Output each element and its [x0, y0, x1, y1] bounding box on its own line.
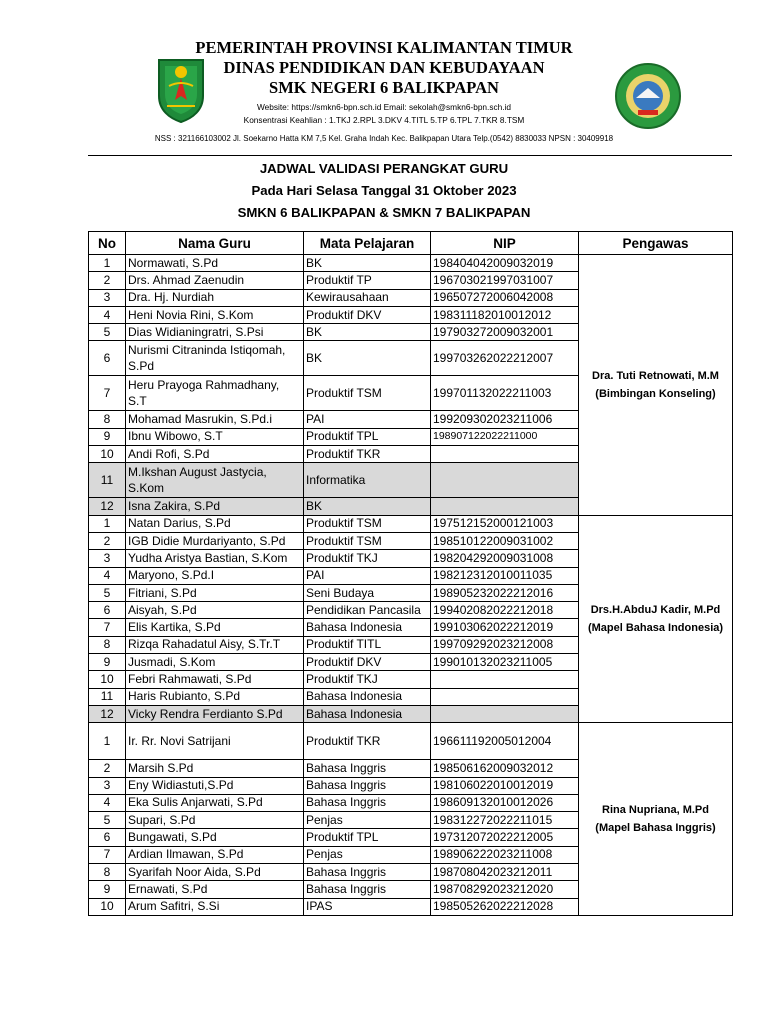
cell-no: 6 — [89, 341, 126, 376]
cell-nip: 198212312010011035 — [431, 567, 579, 584]
cell-nama-guru: Ir. Rr. Novi Satrijani — [126, 723, 304, 760]
cell-nama-guru: Eny Widiastuti,S.Pd — [126, 777, 304, 794]
table-header-row — [89, 232, 733, 255]
cell-no: 3 — [89, 777, 126, 794]
cell-nip: 198906222023211008 — [431, 846, 579, 863]
cell-nama-guru: Bungawati, S.Pd — [126, 829, 304, 846]
cell-no: 12 — [89, 498, 126, 515]
cell-nip: 199701132022211003 — [431, 376, 579, 411]
cell-mata-pelajaran: Bahasa Inggris — [304, 864, 431, 881]
cell-no: 4 — [89, 306, 126, 323]
cell-nip: 198609132010012026 — [431, 794, 579, 811]
cell-pengawas — [579, 255, 733, 516]
cell-mata-pelajaran: Bahasa Inggris — [304, 881, 431, 898]
cell-mata-pelajaran: Informatika — [304, 463, 431, 498]
cell-mata-pelajaran: Pendidikan Pancasila — [304, 602, 431, 619]
cell-nama-guru: Natan Darius, S.Pd — [126, 515, 304, 532]
cell-nama-guru: Rizqa Rahadatul Aisy, S.Tr.T — [126, 636, 304, 653]
cell-no: 10 — [89, 898, 126, 915]
cell-no: 5 — [89, 324, 126, 341]
cell-nip: 196703021997031007 — [431, 272, 579, 289]
cell-nip: 198905232022212016 — [431, 584, 579, 601]
cell-no: 8 — [89, 636, 126, 653]
cell-no: 3 — [89, 550, 126, 567]
cell-mata-pelajaran: Bahasa Indonesia — [304, 705, 431, 722]
table-row — [89, 723, 733, 760]
cell-no: 4 — [89, 794, 126, 811]
cell-nip: 197312072022212005 — [431, 829, 579, 846]
cell-nama-guru: Isna Zakira, S.Pd — [126, 498, 304, 515]
cell-mata-pelajaran: Produktif TKJ — [304, 671, 431, 688]
cell-nama-guru: Ernawati, S.Pd — [126, 881, 304, 898]
cell-nip: 199209302023211006 — [431, 411, 579, 428]
cell-nama-guru: Vicky Rendra Ferdianto S.Pd — [126, 705, 304, 722]
cell-mata-pelajaran: Produktif TPL — [304, 428, 431, 445]
cell-nama-guru: Ardian Ilmawan, S.Pd — [126, 846, 304, 863]
cell-no: 6 — [89, 829, 126, 846]
cell-no: 5 — [89, 584, 126, 601]
cell-mata-pelajaran: Produktif TSM — [304, 515, 431, 532]
cell-nip: 198510122009031002 — [431, 532, 579, 549]
cell-mata-pelajaran: Produktif TITL — [304, 636, 431, 653]
cell-no: 1 — [89, 515, 126, 532]
letterhead-divider — [88, 155, 732, 156]
table-row — [89, 515, 733, 532]
cell-nama-guru: Normawati, S.Pd — [126, 255, 304, 272]
cell-nip: 199103062022212019 — [431, 619, 579, 636]
cell-no: 7 — [89, 376, 126, 411]
cell-no: 2 — [89, 532, 126, 549]
cell-nama-guru: Jusmadi, S.Kom — [126, 654, 304, 671]
cell-nip: 198312272022211015 — [431, 812, 579, 829]
letterhead-government: PEMERINTAH PROVINSI KALIMANTAN TIMUR — [195, 38, 573, 57]
letterhead-konsentrasi: Konsentrasi Keahlian : 1.TKJ 2.RPL 3.DKV 4.TITL 5.TP 6.TPL 7.TKR 8.TSM — [243, 115, 525, 125]
cell-mata-pelajaran: Seni Budaya — [304, 584, 431, 601]
cell-no: 5 — [89, 812, 126, 829]
cell-nip: 198708292023212020 — [431, 881, 579, 898]
letterhead — [0, 38, 768, 145]
cell-mata-pelajaran: Produktif TSM — [304, 532, 431, 549]
cell-mata-pelajaran: Bahasa Inggris — [304, 760, 431, 777]
cell-no: 1 — [89, 255, 126, 272]
cell-nama-guru: IGB Didie Murdariyanto, S.Pd — [126, 532, 304, 549]
cell-nama-guru: Maryono, S.Pd.I — [126, 567, 304, 584]
cell-no: 1 — [89, 723, 126, 760]
cell-no: 9 — [89, 881, 126, 898]
cell-pengawas — [579, 515, 733, 723]
pengawas-role: (Mapel Bahasa Indonesia) — [587, 621, 724, 634]
cell-nama-guru: M.Ikshan August Jastycia, S.Kom — [126, 463, 304, 498]
cell-nip: 199010132023211005 — [431, 654, 579, 671]
letterhead-department: DINAS PENDIDIKAN DAN KEBUDAYAAN — [223, 58, 545, 77]
letterhead-contact: Website: https://smkn6-bpn.sch.id Email: sekolah@smkn6-bpn.sch.id — [256, 102, 512, 112]
cell-nip: 196507272006042008 — [431, 289, 579, 306]
cell-nip — [431, 463, 579, 498]
cell-nip: 199402082022212018 — [431, 602, 579, 619]
cell-nip — [431, 498, 579, 515]
title-line-2: Pada Hari Selasa Tanggal 31 Oktober 2023 — [251, 183, 517, 198]
cell-mata-pelajaran: Penjas — [304, 846, 431, 863]
cell-no: 10 — [89, 446, 126, 463]
cell-nama-guru: Dias Widianingratri, S.Psi — [126, 324, 304, 341]
cell-mata-pelajaran: Produktif TPL — [304, 829, 431, 846]
cell-nip — [431, 705, 579, 722]
cell-no: 8 — [89, 864, 126, 881]
cell-mata-pelajaran: PAI — [304, 411, 431, 428]
cell-nama-guru: Heni Novia Rini, S.Kom — [126, 306, 304, 323]
cell-nama-guru: Haris Rubianto, S.Pd — [126, 688, 304, 705]
header-nama-guru: Nama Guru — [126, 232, 304, 255]
title-line-3: SMKN 6 BALIKPAPAN & SMKN 7 BALIKPAPAN — [237, 205, 531, 220]
cell-mata-pelajaran: Bahasa Inggris — [304, 794, 431, 811]
cell-no: 4 — [89, 567, 126, 584]
cell-no: 2 — [89, 272, 126, 289]
cell-mata-pelajaran: Produktif TP — [304, 272, 431, 289]
cell-nama-guru: Dra. Hj. Nurdiah — [126, 289, 304, 306]
cell-mata-pelajaran: Produktif DKV — [304, 654, 431, 671]
header-mata-pelajaran: Mata Pelajaran — [304, 232, 431, 255]
cell-nama-guru: Yudha Aristya Bastian, S.Kom — [126, 550, 304, 567]
cell-nip: 196611192005012004 — [431, 723, 579, 760]
pengawas-name: Rina Nupriana, M.Pd — [602, 804, 709, 817]
cell-mata-pelajaran: Kewirausahaan — [304, 289, 431, 306]
cell-nama-guru: Mohamad Masrukin, S.Pd.i — [126, 411, 304, 428]
letterhead-address: NSS : 321166103002 Jl. Soekarno Hatta KM 7,5 Kel. Graha Indah Kec. Balikpapan Utara Telp.(0542) 8830033 NPSN : 30409918 — [154, 134, 614, 143]
cell-mata-pelajaran: Produktif TKR — [304, 446, 431, 463]
cell-nip: 198506162009032012 — [431, 760, 579, 777]
pengawas-role: (Bimbingan Konseling) — [595, 387, 716, 400]
header-pengawas: Pengawas — [579, 232, 733, 255]
cell-nip — [431, 671, 579, 688]
title-line-1: JADWAL VALIDASI PERANGKAT GURU — [259, 161, 509, 176]
pengawas-name: Drs.H.AbduJ Kadir, M.Pd — [590, 603, 721, 616]
table-row — [89, 255, 733, 272]
cell-nama-guru: Drs. Ahmad Zaenudin — [126, 272, 304, 289]
cell-nip: 198106022010012019 — [431, 777, 579, 794]
cell-mata-pelajaran: Produktif DKV — [304, 306, 431, 323]
cell-nip: 198907122022211000 — [431, 428, 579, 445]
cell-nama-guru: Heru Prayoga Rahmadhany, S.T — [126, 376, 304, 411]
cell-nama-guru: Fitriani, S.Pd — [126, 584, 304, 601]
cell-nama-guru: Ibnu Wibowo, S.T — [126, 428, 304, 445]
cell-mata-pelajaran: PAI — [304, 567, 431, 584]
cell-nip: 198204292009031008 — [431, 550, 579, 567]
cell-nip: 199709292023212008 — [431, 636, 579, 653]
pengawas-role: (Mapel Bahasa Inggris) — [595, 822, 716, 835]
pengawas-name: Dra. Tuti Retnowati, M.M — [592, 369, 719, 382]
cell-nip: 198404042009032019 — [431, 255, 579, 272]
cell-nip — [431, 446, 579, 463]
cell-mata-pelajaran: BK — [304, 255, 431, 272]
cell-mata-pelajaran: Produktif TKR — [304, 723, 431, 760]
cell-nip: 198505262022212028 — [431, 898, 579, 915]
cell-nip — [431, 688, 579, 705]
cell-nama-guru: Aisyah, S.Pd — [126, 602, 304, 619]
cell-no: 3 — [89, 289, 126, 306]
cell-mata-pelajaran: BK — [304, 341, 431, 376]
cell-mata-pelajaran: Produktif TSM — [304, 376, 431, 411]
document-title — [0, 158, 768, 224]
schedule-table — [88, 231, 733, 916]
cell-no: 7 — [89, 619, 126, 636]
header-no: No — [89, 232, 126, 255]
cell-nama-guru: Nurismi Citraninda Istiqomah, S.Pd — [126, 341, 304, 376]
cell-nama-guru: Syarifah Noor Aida, S.Pd — [126, 864, 304, 881]
cell-nama-guru: Supari, S.Pd — [126, 812, 304, 829]
cell-no: 9 — [89, 654, 126, 671]
header-nip: NIP — [431, 232, 579, 255]
cell-nama-guru: Marsih S.Pd — [126, 760, 304, 777]
cell-nama-guru: Eka Sulis Anjarwati, S.Pd — [126, 794, 304, 811]
cell-no: 7 — [89, 846, 126, 863]
cell-mata-pelajaran: Penjas — [304, 812, 431, 829]
cell-nip: 198708042023212011 — [431, 864, 579, 881]
cell-pengawas — [579, 723, 733, 916]
cell-no: 8 — [89, 411, 126, 428]
cell-no: 11 — [89, 688, 126, 705]
letterhead-school: SMK NEGERI 6 BALIKPAPAN — [269, 78, 499, 97]
cell-no: 6 — [89, 602, 126, 619]
cell-no: 2 — [89, 760, 126, 777]
cell-no: 10 — [89, 671, 126, 688]
cell-mata-pelajaran: BK — [304, 324, 431, 341]
cell-nama-guru: Elis Kartika, S.Pd — [126, 619, 304, 636]
table-body — [89, 255, 733, 916]
cell-mata-pelajaran: Bahasa Indonesia — [304, 688, 431, 705]
cell-nip: 198311182010012012 — [431, 306, 579, 323]
cell-no: 11 — [89, 463, 126, 498]
cell-nama-guru: Febri Rahmawati, S.Pd — [126, 671, 304, 688]
cell-mata-pelajaran: IPAS — [304, 898, 431, 915]
cell-nip: 199703262022212007 — [431, 341, 579, 376]
cell-mata-pelajaran: Produktif TKJ — [304, 550, 431, 567]
cell-no: 12 — [89, 705, 126, 722]
cell-mata-pelajaran: BK — [304, 498, 431, 515]
cell-mata-pelajaran: Bahasa Indonesia — [304, 619, 431, 636]
cell-no: 9 — [89, 428, 126, 445]
cell-nip: 197903272009032001 — [431, 324, 579, 341]
cell-mata-pelajaran: Bahasa Inggris — [304, 777, 431, 794]
cell-nama-guru: Andi Rofi, S.Pd — [126, 446, 304, 463]
cell-nip: 197512152000121003 — [431, 515, 579, 532]
cell-nama-guru: Arum Safitri, S.Si — [126, 898, 304, 915]
